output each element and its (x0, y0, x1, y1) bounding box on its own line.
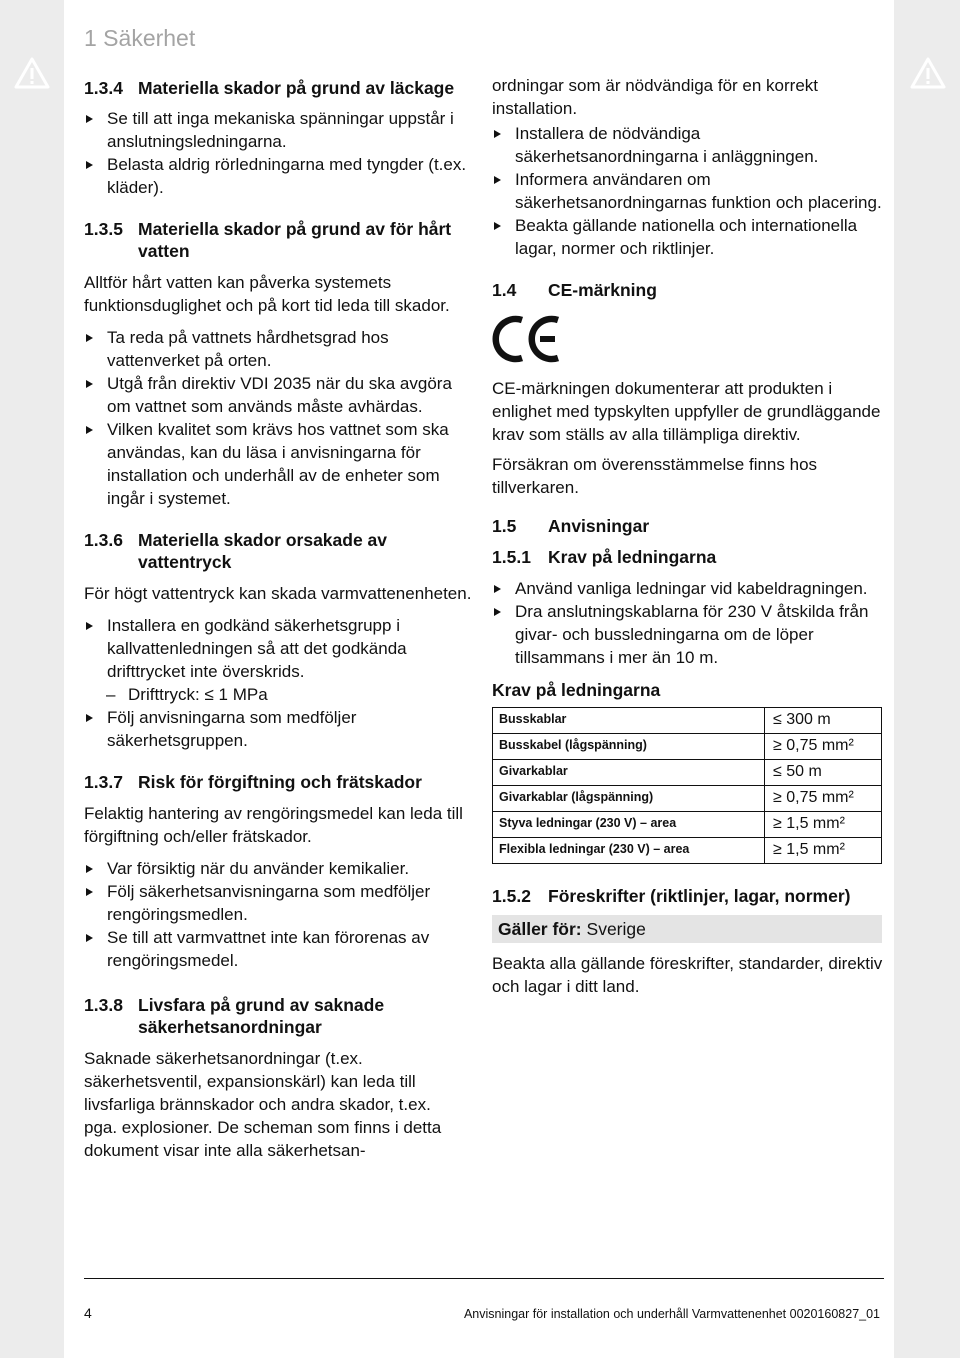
list-item: Vilken kvalitet som krävs hos vattnet som ska användas, kan du läsa i anvisningarna för installation och underhåll av de enheter som ingår i systemet. (84, 418, 480, 510)
applies-to-label: Gäller för: (498, 919, 582, 939)
warning-triangle-icon (14, 57, 50, 89)
section-1-3-8-heading (84, 994, 480, 1038)
list-item: Följ säkerhetsanvisningarna som medföljer rengöringsmedlen. (84, 880, 480, 926)
section-1-3-4-heading (84, 77, 480, 99)
bullet-arrow-icon (86, 622, 93, 630)
cable-requirements-table (492, 707, 882, 864)
bullet-arrow-icon (86, 380, 93, 388)
right-column (492, 74, 884, 998)
chapter-title: 1 Säkerhet (84, 25, 196, 51)
table-row: Givarkablar ≤ 50 m (493, 760, 882, 786)
bullet-arrow-icon (494, 585, 501, 593)
section-title: Föreskrifter (riktlinjer, lagar, normer) (548, 886, 851, 906)
list-item: Se till att inga mekaniska spänningar uppstår i anslutningsledningarna. (84, 107, 480, 153)
bullet-arrow-icon (86, 888, 93, 896)
list-item: Använd vanliga ledningar vid kabeldragningen. (492, 577, 884, 600)
footer-divider (84, 1278, 884, 1279)
list-item: Informera användaren om säkerhetsanordningarnas funktion och placering. (492, 168, 884, 214)
paragraph: Beakta alla gällande föreskrifter, standarder, direktiv och lagar i ditt land. (492, 954, 883, 996)
page-number: 4 (84, 1305, 92, 1321)
section-1-3-5-heading (84, 218, 480, 262)
list-item: Följ anvisningarna som medföljer säkerhetsgruppen. (84, 706, 480, 752)
footer-text: Anvisningar för installation och underhåll Varmvattenenhet 0020160827_01 (463, 1307, 880, 1321)
list-item: Utgå från direktiv VDI 2035 när du ska avgöra om vattnet som används måste avhärdas. (84, 372, 480, 418)
bullet-arrow-icon (86, 865, 93, 873)
list-item: Belasta aldrig rörledningarna med tyngder (t.ex. kläder). (84, 153, 480, 199)
paragraph: För högt vattentryck kan skada varmvattenenheten. (84, 584, 472, 603)
bullet-arrow-icon (86, 714, 93, 722)
list-item: Installera en godkänd säkerhetsgrupp i kallvattenledningen så att det godkända drifttrycket inte överskrids. (84, 614, 480, 683)
section-1-5-1-heading (492, 546, 884, 568)
bullet-arrow-icon (86, 115, 93, 123)
section-number: 1.3.6 (84, 530, 123, 550)
applies-to-bar (492, 915, 882, 943)
paragraph: Felaktig hantering av rengöringsmedel kan leda till förgiftning och/eller frätskador. (84, 804, 463, 846)
list-item: Beakta gällande nationella och internationella lagar, normer och riktlinjer. (492, 214, 884, 260)
section-title: CE-märkning (548, 280, 657, 300)
section-title: Krav på ledningarna (548, 547, 717, 567)
warning-triangle-icon (910, 57, 946, 89)
table-title: Krav på ledningarna (492, 680, 661, 700)
bullet-arrow-icon (86, 934, 93, 942)
section-title: Risk för förgiftning och frätskador (138, 772, 422, 792)
left-margin-band (0, 0, 64, 1358)
section-number: 1.4 (492, 280, 517, 300)
left-column (84, 74, 480, 1162)
section-title: Anvisningar (548, 516, 650, 536)
paragraph: Alltför hårt vatten kan påverka systemets funktionsduglighet och på kort tid leda till skador. (84, 273, 450, 315)
list-item: Se till att varmvattnet inte kan förorenas av rengöringsmedel. (84, 926, 480, 972)
table-row: Flexibla ledningar (230 V) – area ≥ 1,5 mm² (493, 838, 882, 864)
section-title: Materiella skador på grund av läckage (138, 78, 455, 98)
section-number: 1.5 (492, 516, 517, 536)
section-number: 1.5.1 (492, 547, 531, 567)
section-1-3-6-heading (84, 529, 480, 573)
list-item: Dra anslutningskablarna för 230 V åtskilda från givar- och bussledningarna om de löper tillsammans i mer än 10 m. (492, 600, 884, 669)
section-number: 1.3.5 (84, 219, 123, 239)
list-item: Installera de nödvändiga säkerhetsanordningarna i anläggningen. (492, 122, 884, 168)
sub-list-item: – Drifttryck: ≤ 1 MPa (106, 685, 268, 704)
paragraph: ordningar som är nödvändiga för en korrekt installation. (492, 76, 819, 118)
section-title: Materiella skador orsakade av vattentryck (138, 530, 388, 572)
bullet-arrow-icon (494, 222, 501, 230)
section-number: 1.3.7 (84, 772, 123, 792)
paragraph: Försäkran om överensstämmelse finns hos tillverkaren. (492, 455, 818, 497)
list-item: Var försiktig när du använder kemikalier. (84, 857, 480, 880)
bullet-arrow-icon (494, 130, 501, 138)
bullet-arrow-icon (86, 426, 93, 434)
paragraph: Saknade säkerhetsanordningar (t.ex. säkerhetsventil, expansionskärl) kan leda till livsfarliga brännskador och andra skador, t.ex. pga. explosioner. De scheman som finns i detta dokument visar inte alla säkerhetsan- (84, 1049, 442, 1160)
ce-mark-logo (492, 312, 564, 366)
section-1-4-heading (492, 279, 884, 301)
paragraph: CE-märkningen dokumenterar att produkten i enlighet med typskylten uppfyller de grundläggande krav som ställs av alla tillämpliga direktiv. (492, 379, 881, 444)
section-title: Materiella skador på grund av för hårt vatten (138, 219, 452, 261)
table-row: Givarkablar (lågspänning) ≥ 0,75 mm² (493, 786, 882, 812)
table-row: Busskablar ≤ 300 m (493, 708, 882, 734)
section-number: 1.3.8 (84, 995, 123, 1015)
bullet-arrow-icon (86, 334, 93, 342)
table-row: Styva ledningar (230 V) – area ≥ 1,5 mm² (493, 812, 882, 838)
right-margin-band (894, 0, 960, 1358)
bullet-arrow-icon (494, 176, 501, 184)
section-number: 1.3.4 (84, 78, 123, 98)
section-title: Livsfara på grund av saknade säkerhetsanordningar (138, 995, 385, 1037)
table-row: Busskabel (lågspänning) ≥ 0,75 mm² (493, 734, 882, 760)
section-1-3-7-heading (84, 771, 480, 793)
bullet-arrow-icon (494, 608, 501, 616)
list-item: Ta reda på vattnets hårdhetsgrad hos vattenverket på orten. (84, 326, 480, 372)
section-number: 1.5.2 (492, 886, 531, 906)
applies-to-value: Sverige (586, 919, 646, 939)
section-1-5-2-heading (492, 885, 884, 907)
bullet-arrow-icon (86, 161, 93, 169)
section-1-5-heading (492, 515, 884, 537)
